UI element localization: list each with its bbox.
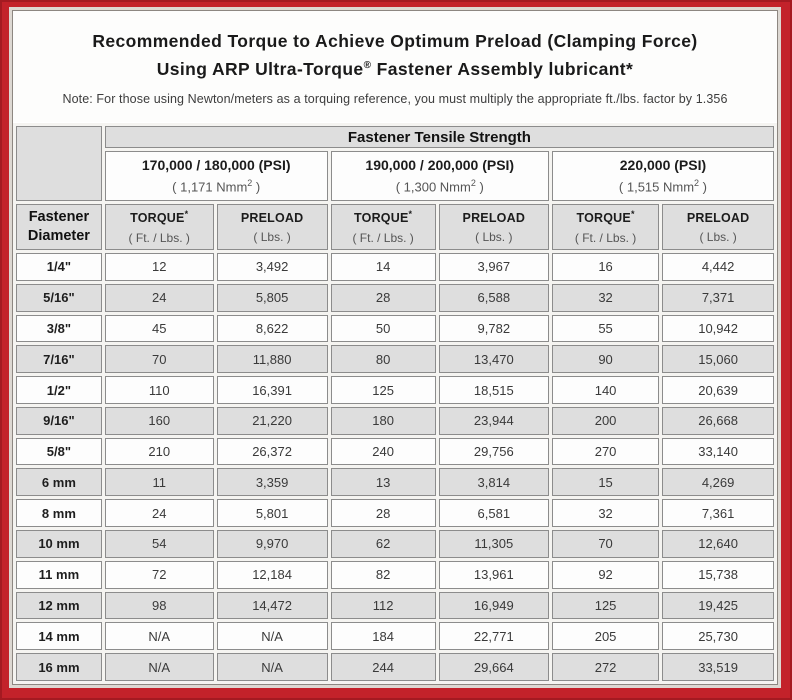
preload-value-cell: 14,472 — [217, 592, 328, 620]
torque-header-1: TORQUE* ( Ft. / Lbs. ) — [105, 204, 214, 250]
preload-value-cell: 7,361 — [662, 499, 774, 527]
content-sheet — [12, 10, 778, 685]
torque-value-cell: 140 — [552, 376, 659, 404]
torque-value-cell: 24 — [105, 284, 214, 312]
torque-value-cell: 24 — [105, 499, 214, 527]
preload-value-cell: 15,738 — [662, 561, 774, 589]
fastener-diameter-cell: 1/4" — [16, 253, 102, 281]
title-line1: Recommended Torque to Achieve Optimum Preload (Clamping Force) — [92, 31, 698, 51]
torque-value-cell: 82 — [331, 561, 436, 589]
preload-value-cell: 22,771 — [439, 622, 549, 650]
torque-value-cell: 32 — [552, 284, 659, 312]
preload-value-cell: 9,782 — [439, 315, 549, 343]
preload-value-cell: 15,060 — [662, 345, 774, 373]
torque-value-cell: 98 — [105, 592, 214, 620]
preload-value-cell: 33,519 — [662, 653, 774, 681]
table-row — [16, 499, 774, 527]
nmm-label: ( 1,300 Nmm$^2$ ) — [395, 178, 484, 195]
preload-value-cell: 16,391 — [217, 376, 328, 404]
table-row — [16, 592, 774, 620]
psi-group-170-180 — [105, 151, 328, 201]
torque-value-cell: 45 — [105, 315, 214, 343]
fastener-diameter-cell: 11 mm — [16, 561, 102, 589]
torque-table — [13, 123, 777, 684]
preload-value-cell: 11,880 — [217, 345, 328, 373]
preload-value-cell: 26,372 — [217, 438, 328, 466]
torque-table-body — [16, 253, 774, 681]
psi-label: 190,000 / 200,000 (PSI) — [365, 157, 515, 174]
preload-value-cell: N/A — [217, 653, 328, 681]
table-row — [16, 530, 774, 558]
psi-group-190-200 — [331, 151, 549, 201]
torque-value-cell: 90 — [552, 345, 659, 373]
fastener-diameter-cell: 7/16" — [16, 345, 102, 373]
torque-value-cell: 184 — [331, 622, 436, 650]
preload-value-cell: 7,371 — [662, 284, 774, 312]
fastener-diameter-cell: 16 mm — [16, 653, 102, 681]
preload-value-cell: 3,967 — [439, 253, 549, 281]
torque-value-cell: 244 — [331, 653, 436, 681]
column-header-row — [16, 204, 774, 250]
preload-value-cell: 29,756 — [439, 438, 549, 466]
torque-header-2: TORQUE* ( Ft. / Lbs. ) — [331, 204, 436, 250]
table-row — [16, 468, 774, 496]
fastener-diameter-cell: 5/8" — [16, 438, 102, 466]
psi-group-220 — [552, 151, 774, 201]
preload-value-cell: 19,425 — [662, 592, 774, 620]
preload-value-cell: 20,639 — [662, 376, 774, 404]
preload-value-cell: 4,269 — [662, 468, 774, 496]
torque-value-cell: 28 — [331, 284, 436, 312]
title-block — [13, 11, 777, 122]
fastener-diameter-header: Fastener Diameter — [16, 204, 102, 250]
preload-value-cell: 3,814 — [439, 468, 549, 496]
fastener-diameter-cell: 6 mm — [16, 468, 102, 496]
torque-value-cell: 92 — [552, 561, 659, 589]
preload-value-cell: 4,442 — [662, 253, 774, 281]
table-row — [16, 253, 774, 281]
preload-value-cell: 26,668 — [662, 407, 774, 435]
preload-value-cell: 12,640 — [662, 530, 774, 558]
torque-value-cell: 110 — [105, 376, 214, 404]
table-row — [16, 345, 774, 373]
preload-header-2: PRELOAD ( Lbs. ) — [439, 204, 549, 250]
torque-value-cell: 210 — [105, 438, 214, 466]
preload-value-cell: 13,961 — [439, 561, 549, 589]
preload-value-cell: 21,220 — [217, 407, 328, 435]
table-row — [16, 376, 774, 404]
preload-value-cell: 29,664 — [439, 653, 549, 681]
fastener-diameter-cell: 5/16" — [16, 284, 102, 312]
torque-value-cell: 125 — [331, 376, 436, 404]
preload-value-cell: 10,942 — [662, 315, 774, 343]
preload-header-1: PRELOAD ( Lbs. ) — [217, 204, 328, 250]
preload-value-cell: 25,730 — [662, 622, 774, 650]
torque-value-cell: 50 — [331, 315, 436, 343]
torque-value-cell: 112 — [331, 592, 436, 620]
torque-value-cell: 272 — [552, 653, 659, 681]
torque-value-cell: 15 — [552, 468, 659, 496]
preload-value-cell: 33,140 — [662, 438, 774, 466]
torque-value-cell: 80 — [331, 345, 436, 373]
fastener-diameter-cell: 14 mm — [16, 622, 102, 650]
registered-mark: ® — [363, 60, 372, 72]
table-row — [16, 653, 774, 681]
torque-value-cell: 70 — [105, 345, 214, 373]
torque-value-cell: 200 — [552, 407, 659, 435]
table-row — [16, 407, 774, 435]
torque-value-cell: 205 — [552, 622, 659, 650]
preload-value-cell: 16,949 — [439, 592, 549, 620]
torque-value-cell: 240 — [331, 438, 436, 466]
fastener-diameter-cell: 8 mm — [16, 499, 102, 527]
preload-value-cell: 23,944 — [439, 407, 549, 435]
torque-header-3: TORQUE* ( Ft. / Lbs. ) — [552, 204, 659, 250]
preload-header-3: PRELOAD ( Lbs. ) — [662, 204, 774, 250]
preload-value-cell: 8,622 — [217, 315, 328, 343]
torque-value-cell: 14 — [331, 253, 436, 281]
tensile-strength-row — [16, 126, 774, 148]
preload-value-cell: 3,359 — [217, 468, 328, 496]
fastener-diameter-cell: 12 mm — [16, 592, 102, 620]
psi-group-row — [16, 151, 774, 201]
torque-value-cell: 72 — [105, 561, 214, 589]
table-row — [16, 561, 774, 589]
nmm-label: ( 1,515 Nmm$^2$ ) — [618, 178, 708, 195]
tensile-strength-header: Fastener Tensile Strength — [105, 126, 774, 148]
torque-value-cell: 54 — [105, 530, 214, 558]
torque-value-cell: 16 — [552, 253, 659, 281]
preload-value-cell: 5,801 — [217, 499, 328, 527]
preload-value-cell: 13,470 — [439, 345, 549, 373]
corner-cell — [16, 126, 102, 201]
torque-value-cell: 70 — [552, 530, 659, 558]
table-row — [16, 438, 774, 466]
torque-value-cell: 62 — [331, 530, 436, 558]
psi-label: 170,000 / 180,000 (PSI) — [141, 157, 291, 174]
torque-value-cell: 55 — [552, 315, 659, 343]
nmm-label: ( 1,171 Nmm$^2$ ) — [172, 178, 261, 195]
torque-value-cell: 28 — [331, 499, 436, 527]
preload-value-cell: 9,970 — [217, 530, 328, 558]
torque-value-cell: N/A — [105, 653, 214, 681]
table-row — [16, 284, 774, 312]
fastener-diameter-cell: 3/8" — [16, 315, 102, 343]
note-text: Note: For those using Newton/meters as a torquing reference, you must multiply the appropriate ft./lbs. factor by 1.356 — [62, 92, 728, 106]
fastener-diameter-cell: 10 mm — [16, 530, 102, 558]
table-row — [16, 315, 774, 343]
torque-value-cell: 13 — [331, 468, 436, 496]
torque-value-cell: N/A — [105, 622, 214, 650]
psi-label: 220,000 (PSI) — [619, 157, 707, 174]
page-title — [21, 27, 769, 83]
torque-value-cell: 11 — [105, 468, 214, 496]
preload-value-cell: 12,184 — [217, 561, 328, 589]
preload-value-cell: 11,305 — [439, 530, 549, 558]
preload-value-cell: 6,588 — [439, 284, 549, 312]
preload-value-cell: 6,581 — [439, 499, 549, 527]
torque-value-cell: 32 — [552, 499, 659, 527]
title-line2: Using ARP Ultra-Torque® Fastener Assembly lubricant* — [156, 59, 634, 79]
torque-value-cell: 270 — [552, 438, 659, 466]
torque-value-cell: 12 — [105, 253, 214, 281]
fastener-diameter-cell: 9/16" — [16, 407, 102, 435]
preload-value-cell: 5,805 — [217, 284, 328, 312]
fastener-diameter-cell: 1/2" — [16, 376, 102, 404]
table-row — [16, 622, 774, 650]
preload-value-cell: 18,515 — [439, 376, 549, 404]
torque-value-cell: 160 — [105, 407, 214, 435]
preload-value-cell: 3,492 — [217, 253, 328, 281]
torque-value-cell: 180 — [331, 407, 436, 435]
torque-value-cell: 125 — [552, 592, 659, 620]
preload-value-cell: N/A — [217, 622, 328, 650]
